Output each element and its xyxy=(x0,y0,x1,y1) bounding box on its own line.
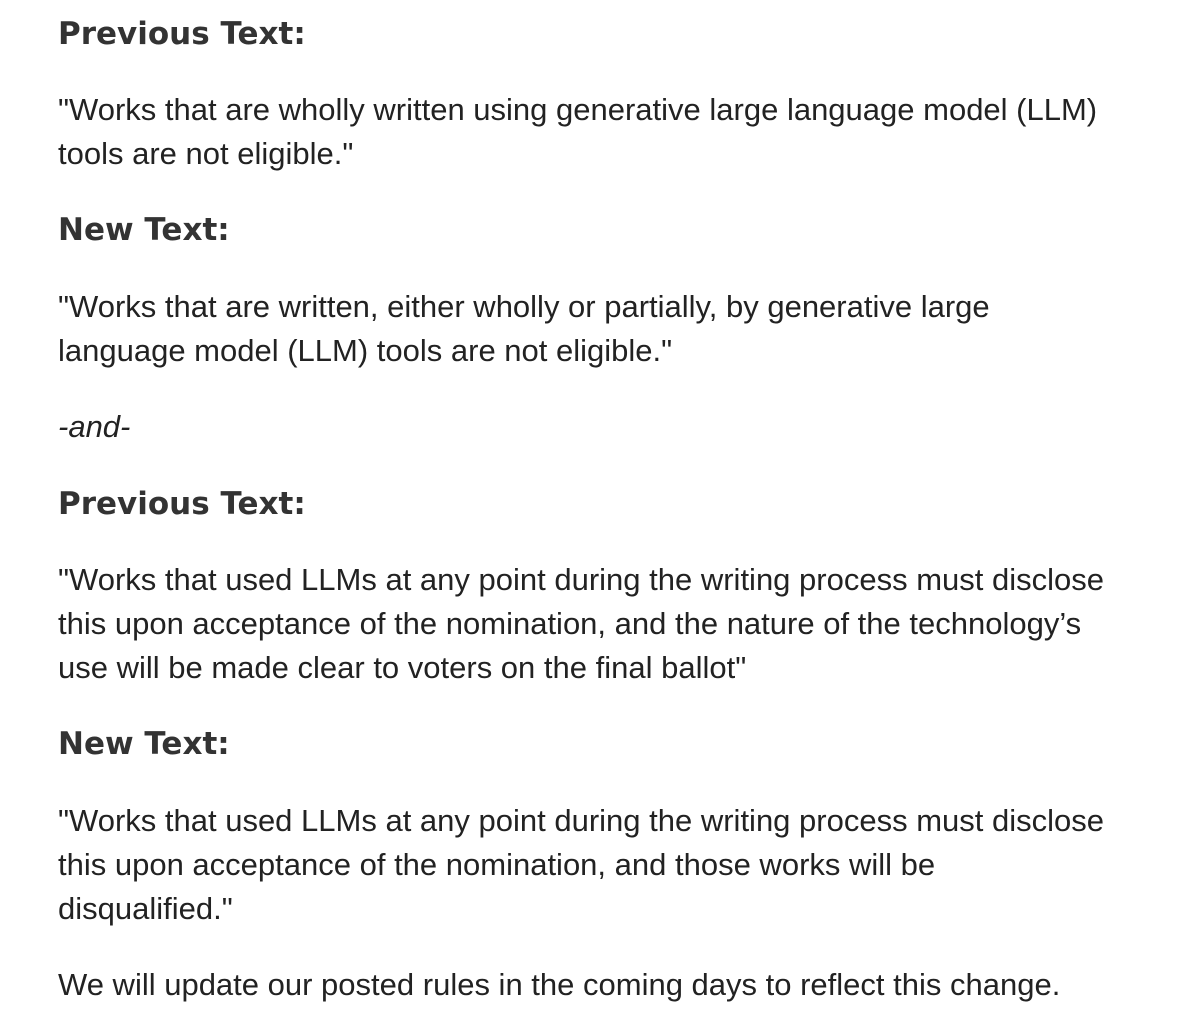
closing-note: We will update our posted rules in the coming days to reflect this change. xyxy=(58,967,1061,1002)
text-line: "Works that are written, either wholly or partially, by generative large xyxy=(58,289,990,324)
and-separator: -and- xyxy=(58,409,131,444)
section1-previous-text xyxy=(58,88,1097,176)
text-line: use will be made clear to voters on the final ballot" xyxy=(58,650,747,685)
section2-previous-heading: Previous Text: xyxy=(58,486,306,522)
text-line: this upon acceptance of the nomination, and those works will be xyxy=(58,847,936,882)
section2-new-heading: New Text: xyxy=(58,726,230,762)
section1-new-heading: New Text: xyxy=(58,212,230,248)
text-line: language model (LLM) tools are not eligible." xyxy=(58,333,673,368)
text-line: disqualified." xyxy=(58,891,233,926)
section1-new-text xyxy=(58,285,990,373)
text-line: "Works that are wholly written using generative large language model (LLM) xyxy=(58,92,1098,127)
section2-new-text xyxy=(58,799,1104,931)
section1-previous-heading: Previous Text: xyxy=(58,16,306,52)
text-line: this upon acceptance of the nomination, and the nature of the technology’s xyxy=(58,606,1082,641)
section2-previous-text xyxy=(58,558,1104,690)
text-line: "Works that used LLMs at any point during the writing process must disclose xyxy=(58,803,1104,838)
text-line: tools are not eligible." xyxy=(58,136,354,171)
text-line: "Works that used LLMs at any point during the writing process must disclose xyxy=(58,562,1104,597)
